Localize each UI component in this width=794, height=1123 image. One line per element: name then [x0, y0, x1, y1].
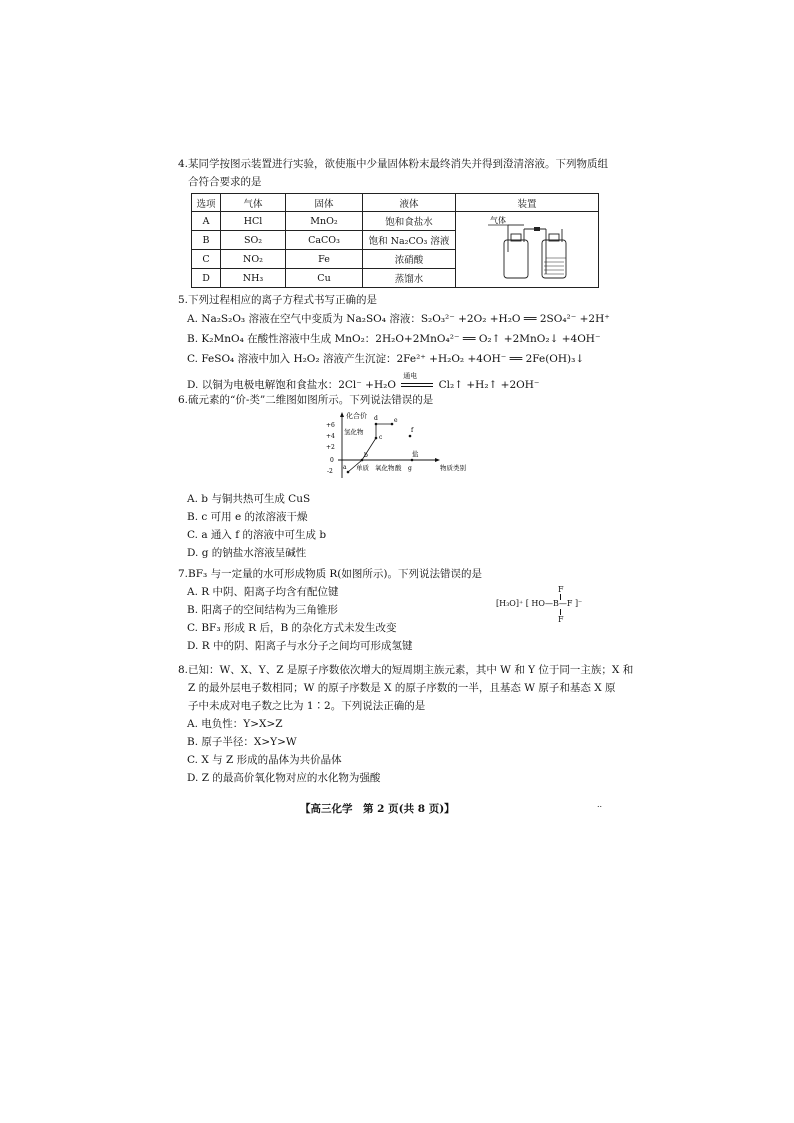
q7-option-d: D. R 中的阴、阳离子与水分子之间均可形成氢键	[187, 640, 413, 652]
scan-mark: ..	[597, 800, 603, 809]
point-label-d: d	[374, 415, 378, 422]
q8-stem-line1: 8.已知：W、X、Y、Z 是原子序数依次增大的短周期主族元素，其中 W 和 Y 位于同一主族；X 和	[178, 664, 634, 676]
r-structure-formula	[496, 585, 596, 627]
point-label-g: g	[408, 465, 412, 472]
q8-option-d: D. Z 的最高价氧化物对应的水化物为强酸	[187, 772, 381, 784]
q6-option-c: C. a 通入 f 的溶液中可生成 b	[187, 529, 327, 541]
x-axis-label: 物质类别	[440, 464, 466, 472]
y-tick-label: 0	[330, 457, 334, 464]
table-cell: NO₂	[221, 250, 286, 269]
y-tick-label: -2	[327, 468, 333, 475]
q8-option-c: C. X 与 Z 形成的晶体为共价晶体	[187, 754, 342, 766]
chart-point-e	[391, 423, 394, 426]
formula-f-top: F	[558, 585, 564, 594]
x-category-label: 盐	[412, 450, 419, 458]
q5-option-d-right: Cl₂↑ +H₂↑ +2OH⁻	[438, 379, 540, 391]
table-header: 固体	[286, 194, 363, 212]
table-cell: SO₂	[221, 231, 286, 250]
table-header: 装置	[456, 194, 599, 212]
table-cell: CaCO₃	[286, 231, 363, 250]
q4-stem-line2: 合符合要求的是	[188, 176, 262, 188]
q7-option-a: A. R 中阴、阳离子均含有配位键	[187, 586, 339, 598]
formula-line	[496, 599, 582, 608]
x-category-label: 酸	[395, 464, 402, 472]
q6-stem: 6.硫元素的“价-类”二维图如图所示。下列说法错误的是	[178, 394, 434, 406]
q8-option-b: B. 原子半径：X>Y>W	[187, 736, 297, 748]
table-cell: Fe	[286, 250, 363, 269]
question-6	[178, 391, 618, 409]
table-cell: D	[192, 269, 221, 288]
table-header: 选项	[192, 194, 221, 212]
y-tick-label: +2	[326, 444, 335, 451]
q6-option-a: A. b 与铜共热可生成 CuS	[187, 493, 311, 505]
point-label-b: b	[364, 452, 368, 459]
q7-stem: 7.BF₃ 与一定量的水可形成物质 R(如图所示)。下列说法错误的是	[178, 568, 483, 580]
table-cell: HCl	[221, 212, 286, 231]
question-8	[178, 661, 634, 787]
q6-options	[178, 490, 618, 562]
y-tick-label: +4	[326, 433, 335, 440]
apparatus-cell	[456, 212, 599, 288]
hydride-label: 氢化物	[344, 428, 364, 436]
q7-option-b: B. 阳离子的空间结构为三角锥形	[187, 604, 338, 616]
table-cell: Cu	[286, 269, 363, 288]
question-4	[178, 155, 618, 191]
table-cell: NH₃	[221, 269, 286, 288]
table-header: 气体	[221, 194, 286, 212]
y-axis-label: 化合价	[346, 412, 367, 420]
point-label-e: e	[394, 417, 398, 424]
formula-cation: [H₃O]⁺	[496, 599, 524, 608]
chart-point-f	[409, 435, 412, 438]
q4-stem-line1: 4.某同学按图示装置进行实验，欲使瓶中少量固体粉末最终消失并得到澄清溶液。下列物质组	[178, 158, 609, 170]
table-cell: A	[192, 212, 221, 231]
x-category-label: 单质	[356, 464, 369, 472]
table-cell: 饱和食盐水	[363, 212, 456, 231]
x-category-label: 氧化物	[375, 464, 395, 472]
formula-f-bottom: F	[558, 615, 564, 624]
table-cell: 浓硝酸	[363, 250, 456, 269]
q5-option-b: B. K₂MnO₄ 在酸性溶液中生成 MnO₂：2H₂O+2MnO₄²⁻ ══ O₂↑ +2MnO₂↓ +4OH⁻	[187, 333, 601, 345]
table-cell: C	[192, 250, 221, 269]
q8-stem-line3: 子中未成对电子数之比为 1∶2。下列说法正确的是	[188, 700, 426, 712]
q8-option-a: A. 电负性：Y>X>Z	[187, 718, 283, 730]
point-label-a: a	[343, 464, 347, 471]
formula-anion: [ HO—B—F ]⁻	[525, 599, 583, 608]
q6-option-b: B. c 可用 e 的浓溶液干燥	[187, 511, 308, 523]
table-cell: 蒸馏水	[363, 269, 456, 288]
point-label-f: f	[411, 427, 414, 434]
q5-option-d-left: D. 以铜为电极电解饱和食盐水：2Cl⁻ +H₂O	[187, 379, 396, 391]
q4-table	[191, 193, 599, 288]
chart-point-a	[347, 471, 350, 474]
table-header: 液体	[363, 194, 456, 212]
electrolysis-condition: 通电	[403, 372, 418, 380]
q7-option-c: C. BF₃ 形成 R 后，B 的杂化方式未发生改变	[187, 622, 397, 634]
chart-point-b	[361, 459, 364, 462]
y-tick-label: +6	[326, 422, 335, 429]
q5-option-a: A. Na₂S₂O₃ 溶液在空气中变质为 Na₂SO₄ 溶液：S₂O₃²⁻ +2O₂ +H₂O ══ 2SO₄²⁻ +2H⁺	[187, 313, 610, 325]
table-header-row	[192, 194, 599, 212]
table-row	[192, 212, 599, 231]
chart-point-g	[411, 459, 414, 462]
table-cell: B	[192, 231, 221, 250]
q5-option-c: C. FeSO₄ 溶液中加入 H₂O₂ 溶液产生沉淀：2Fe²⁺ +H₂O₂ +4OH⁻ ══ 2Fe(OH)₃↓	[187, 353, 585, 365]
apparatus-gas-label: 气体	[490, 216, 506, 225]
point-label-c: c	[379, 434, 383, 441]
gas-washing-apparatus-figure	[456, 212, 598, 284]
q6-option-d: D. g 的钠盐水溶液呈碱性	[187, 547, 307, 559]
q8-stem-line2: Z 的最外层电子数相同；W 的原子序数是 X 的原子序数的一半，且基态 W 原子和基态 X 原	[188, 682, 616, 694]
chart-point-d	[375, 423, 378, 426]
q5-stem: 5.下列过程相应的离子方程式书写正确的是	[178, 294, 378, 306]
table-cell: MnO₂	[286, 212, 363, 231]
chart-point-c	[375, 437, 378, 440]
page-footer: 【高三化学 第 2 页(共 8 页)】	[300, 803, 455, 815]
table-cell: 饱和 Na₂CO₃ 溶液	[363, 231, 456, 250]
question-5	[178, 291, 618, 394]
sulfur-valence-class-chart	[318, 410, 488, 492]
